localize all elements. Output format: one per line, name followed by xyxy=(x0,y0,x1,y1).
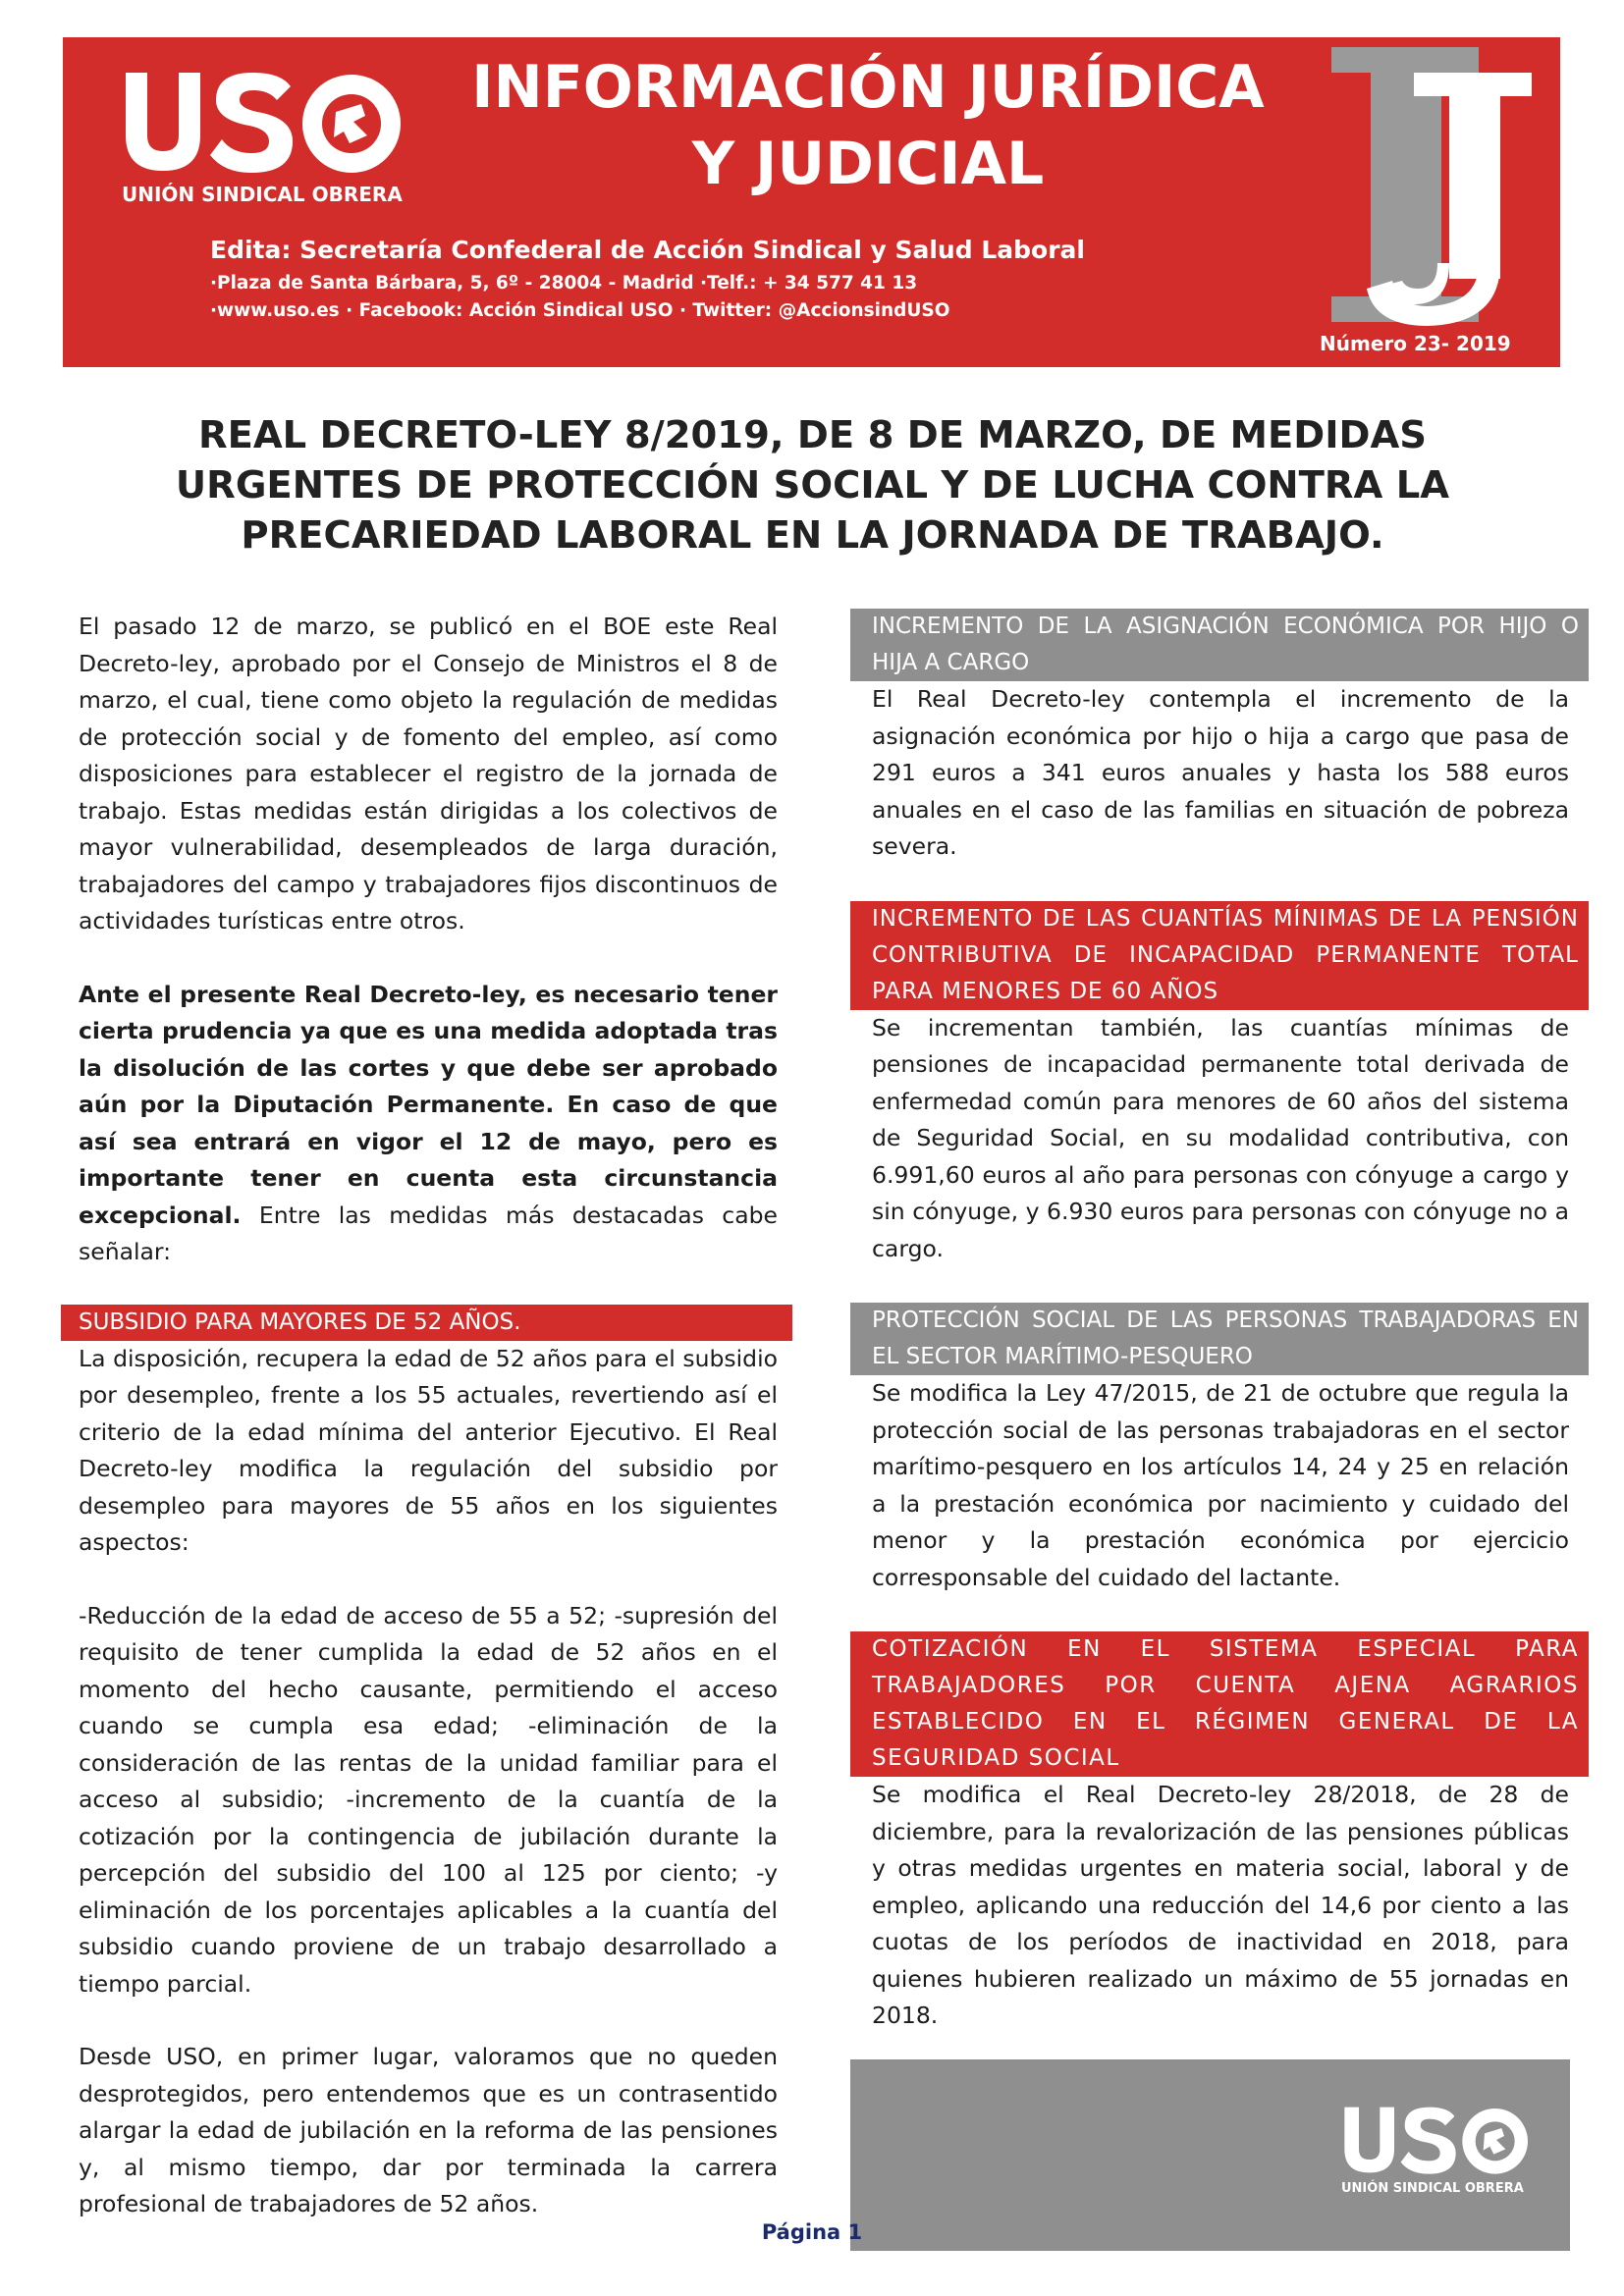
cotizacion-paragraph: Se modifica el Real Decreto-ley 28/2018, de 28 de diciembre, para la revalorización de las pensiones públicas y otras medidas urgentes en materia social, laboral y de empleo, aplicando una reducción del 14,6 por ciento a las cuotas de los períodos de inactividad en 2018, para quienes hubieren realizado un máximo de 55 jornadas en 2018. xyxy=(872,1781,1569,2029)
uso-logo xyxy=(118,63,412,220)
section-heading-asignacion: INCREMENTO DE LA ASIGNACIÓN ECONÓMICA POR HIJO O HIJA A CARGO xyxy=(850,609,1589,681)
article-title-line1: REAL DECRETO-LEY 8/2019, DE 8 DE MARZO, DE MEDIDAS xyxy=(197,413,1428,457)
section-heading-subsidio: SUBSIDIO PARA MAYORES DE 52 AÑOS. xyxy=(61,1305,792,1341)
subsidio-paragraph-2: -Reducción de la edad de acceso de 55 a 52; -supresión del requisito de tener cumplida la edad de 52 años en el momento del hecho causante, permitiendo el acceso cuando se cumpla esa edad; -eliminación de la consideración de las rentas de la unidad familiar para el acceso al subsidio; -incremento de la cuantía de la cotización por la contingencia de jubilación durante la percepción del subsidio del 100 al 125 por ciento; -y eliminación de los porcentajes aplicables a la cuantía del subsidio cuando proviene de un trabajo desarrollado a tiempo parcial. xyxy=(79,1601,778,1998)
right-column xyxy=(872,609,1579,2035)
publisher-line: Edita: Secretaría Confederal de Acción Sindical y Salud Laboral xyxy=(210,236,1085,264)
uso-logo-subtitle: UNIÓN SINDICAL OBRERA xyxy=(122,183,403,206)
section-heading-cotizacion: COTIZACIÓN EN EL SISTEMA ESPECIAL PARA TRABAJADORES POR CUENTA AJENA AGRARIOS ESTABLECIDO EN EL RÉGIMEN GENERAL DE LA SEGURIDAD SOCIAL xyxy=(850,1631,1589,1777)
article-title xyxy=(98,410,1527,561)
publication-title-line2: Y JUDICIAL xyxy=(691,130,1045,198)
ij-logo-icon xyxy=(1312,47,1538,327)
uso-logo-bottom-subtitle: UNIÓN SINDICAL OBRERA xyxy=(1341,2181,1524,2196)
section-heading-maritimo: PROTECCIÓN SOCIAL DE LAS PERSONAS TRABAJADORAS EN EL SECTOR MARÍTIMO-PESQUERO xyxy=(850,1303,1589,1375)
asignacion-paragraph: El Real Decreto-ley contempla el incremento de la asignación económica por hijo o hija a cargo que pasa de 291 euros a 341 euros anuales y hasta los 588 euros anuales en el caso de las familias en situación de pobreza severa. xyxy=(872,685,1569,860)
address-line: ·Plaza de Santa Bárbara, 5, 6º - 28004 - Madrid ·Telf.: + 34 577 41 13 xyxy=(210,273,918,294)
page-number: Página 1 xyxy=(761,2220,863,2244)
maritimo-paragraph: Se modifica la Ley 47/2015, de 21 de octubre que regula la protección social de las personas trabajadoras en el sector marítimo-pesquero en los artículos 14, 24 y 25 en relación a la prestación económica por nacimiento y cuidado del menor y la prestación económica por ejercicio corresponsable del cuidado del lactante. xyxy=(872,1379,1569,1591)
warning-bold-text: Ante el presente Real Decreto-ley, es necesario tener cierta prudencia ya que es una medida adoptada tras la disolución de las cortes y que debe ser aprobado aún por la Diputación Permanente. En caso de que así sea entrará en vigor el 12 de mayo, pero es importante tener en cuenta esta circunstancia excepcional. xyxy=(79,980,778,1229)
uso-logo-bottom-graphic xyxy=(1339,2101,1536,2179)
pension-paragraph: Se incrementan también, las cuantías mínimas de pensiones de incapacidad permanente total derivada de enfermedad común para menores de 60 años del sistema de Seguridad Social, en su modalidad contributiva, con 6.991,60 euros al año para personas con cónyuge a cargo y sin cónyuge, y 6.930 euros para personas con cónyuge no a cargo. xyxy=(872,1013,1569,1262)
intro-paragraph: El pasado 12 de marzo, se publicó en el BOE este Real Decreto-ley, aprobado por el Consejo de Ministros el 8 de marzo, el cual, tiene como objeto la regulación de medidas de protección social y de fomento del empleo, así como disposiciones para establecer el registro de la jornada de trabajo. Estas medidas están dirigidas a los colectivos de mayor vulnerabilidad, desempleados de larga duración, trabajadores del campo y trabajadores fijos discontinuos de actividades turísticas entre otros. xyxy=(79,613,778,934)
uso-logo-graphic xyxy=(118,63,412,181)
contact-line: ·www.uso.es · Facebook: Acción Sindical USO · Twitter: @AccionsindUSO xyxy=(210,300,950,321)
publication-title xyxy=(426,49,1310,202)
subsidio-paragraph-3: Desde USO, en primer lugar, valoramos que no queden desprotegidos, pero entendemos que es un contrasentido alargar la edad de jubilación en la reforma de las pensiones y, al mismo tiempo, dar por terminada la carrera profesional de trabajadores de 52 años. xyxy=(79,2043,778,2217)
warning-paragraph xyxy=(79,977,778,1271)
article-title-line2: URGENTES DE PROTECCIÓN SOCIAL Y DE LUCHA CONTRA LA xyxy=(175,463,1450,507)
section-heading-pension: INCREMENTO DE LAS CUANTÍAS MÍNIMAS DE LA PENSIÓN CONTRIBUTIVA DE INCAPACIDAD PERMANENTE TOTAL PARA MENORES DE 60 AÑOS xyxy=(850,901,1589,1010)
issue-number: Número 23- 2019 xyxy=(1320,332,1511,355)
subsidio-paragraph-1: La disposición, recupera la edad de 52 años para el subsidio por desempleo, frente a los 55 actuales, revertiendo así el criterio de la edad mínima del anterior Ejecutivo. El Real Decreto-ley modifica la regulación del subsidio por desempleo para mayores de 55 años en los siguientes aspectos: xyxy=(79,1344,778,1556)
uso-logo-bottom xyxy=(1339,2101,1536,2209)
article-title-line3: PRECARIEDAD LABORAL EN LA JORNADA DE TRABAJO. xyxy=(241,513,1384,558)
warning-rest-text: Entre las medidas más destacadas cabe señalar: xyxy=(79,1201,778,1265)
left-column xyxy=(79,609,778,2223)
publication-title-line1: INFORMACIÓN JURÍDICA xyxy=(471,53,1265,122)
header-banner xyxy=(63,37,1560,367)
